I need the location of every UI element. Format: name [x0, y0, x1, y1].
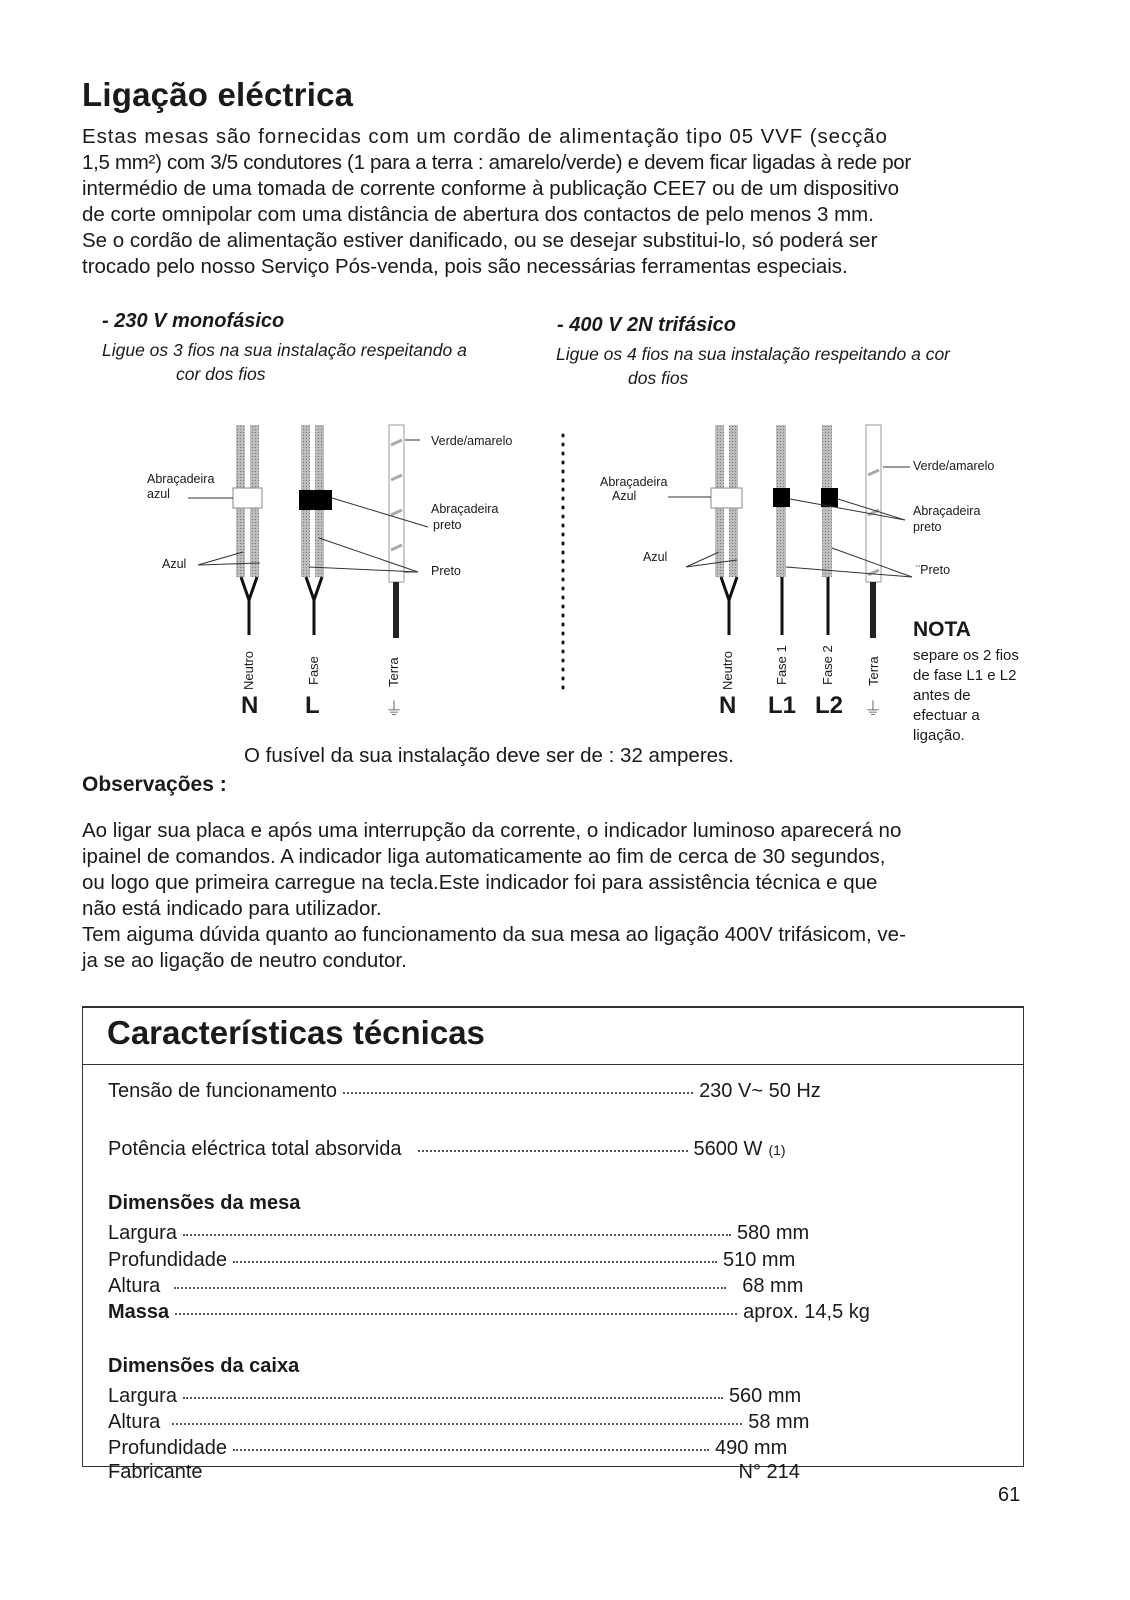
spec-row-potencia: [108, 1138, 786, 1161]
spec-label: Massa: [108, 1301, 170, 1323]
spec-row: [108, 1249, 795, 1272]
intro-line: Se o cordão de alimentação estiver danificado, ou se desejar substitui-lo, só poderá ser: [82, 229, 878, 252]
tri-earth-ground-icon: ⏚: [864, 699, 882, 719]
tri-label-azul: Azul: [643, 550, 668, 564]
specs-title: Características técnicas: [107, 1014, 485, 1051]
nota-line: efectuar a: [913, 707, 980, 724]
observacoes-heading: Observações :: [82, 773, 227, 796]
label-abracadeira-azul-2: azul: [147, 487, 170, 501]
dot-leader: [175, 1312, 737, 1315]
spec-value: 560 mm: [728, 1385, 802, 1407]
spec-label: Altura: [108, 1275, 161, 1297]
label-preto: Preto: [431, 564, 461, 578]
page-title: Ligação eléctrica: [82, 76, 354, 113]
earth-ground-icon: ⏚: [385, 699, 403, 719]
dot-leader: [418, 1149, 688, 1152]
intro-line: de corte omnipolar com uma distância de abertura dos contactos de pelo menos 3 mm.: [82, 203, 874, 226]
footnote-ref: (1): [768, 1142, 786, 1158]
tri-instruction: Ligue os 4 fios na sua instalação respeitando a cor: [556, 344, 951, 364]
spec-label: Largura: [108, 1385, 177, 1407]
nota-text: [913, 646, 1019, 746]
spec-value: 58 mm: [748, 1411, 810, 1433]
intro-line: intermédio de uma tomada de corrente conforme à publicação CEE7 ou de um dispositivo: [82, 177, 900, 200]
dot-leader: [174, 1286, 726, 1289]
nota-line: antes de: [913, 687, 971, 704]
spec-row: [108, 1411, 809, 1434]
tri-label-verde-amarelo: Verde/amarelo: [913, 459, 995, 473]
spec-value: 580 mm: [736, 1222, 810, 1244]
tri-label-abracadeira-preto-2: preto: [913, 520, 942, 534]
spec-value: aprox. 14,5 kg: [743, 1301, 870, 1323]
tri-terminal-neutro-label: Neutro: [720, 650, 735, 690]
label-verde-amarelo: Verde/amarelo: [431, 434, 513, 448]
tri-terminal-fase1-label: Fase 1: [774, 645, 789, 685]
tri-instruction-cont: dos fios: [628, 368, 689, 388]
spec-row: [108, 1301, 870, 1324]
dot-leader: [233, 1260, 717, 1263]
nota-line: ligação.: [913, 727, 965, 744]
mesa-heading: Dimensões da mesa: [108, 1192, 301, 1214]
dot-leader: [183, 1396, 723, 1399]
observacoes-line: ja se ao ligação de neutro condutor.: [82, 949, 407, 972]
spec-value: 510 mm: [722, 1249, 796, 1271]
label-abracadeira-preto: Abraçadeira: [431, 502, 499, 516]
tri-label-abracadeira-azul-2: Azul: [612, 489, 637, 503]
spec-value: 230 V~ 50 Hz: [699, 1080, 821, 1102]
nota-line: separe os 2 fios: [913, 647, 1019, 664]
tri-terminal-l1-symbol: L1: [768, 692, 797, 719]
terminal-neutro-label: Neutro: [241, 650, 256, 690]
terminal-l-symbol: L: [305, 692, 320, 719]
spec-label: Fabricante: [108, 1461, 203, 1483]
spec-label: Potência eléctrica total absorvida: [108, 1138, 402, 1160]
mono-instruction: Ligue os 3 fios na sua instalação respeitando a: [102, 340, 467, 360]
spec-value: 68 mm: [742, 1275, 804, 1297]
nota-heading: NOTA: [913, 618, 971, 641]
spec-value: 5600 W: [693, 1138, 763, 1160]
observacoes-line: ipainel de comandos. A indicador liga automaticamente ao fim de cerca de 30 segundos,: [82, 845, 886, 868]
spec-row: [108, 1275, 803, 1298]
label-abracadeira-azul: Abraçadeira: [147, 472, 215, 486]
spec-value: N° 214: [738, 1461, 800, 1483]
observacoes-line: não está indicado para utilizador.: [82, 897, 382, 920]
spec-row-tensao: [108, 1080, 821, 1103]
label-azul: Azul: [162, 557, 187, 571]
tri-terminal-fase2-label: Fase 2: [820, 645, 835, 685]
tri-label-preto: ¨Preto: [916, 563, 951, 577]
nota-line: de fase L1 e L2: [913, 667, 1017, 684]
tri-label-abracadeira-azul: Abraçadeira: [600, 475, 668, 489]
tri-heading: - 400 V 2N trifásico: [557, 314, 736, 336]
spec-value: 490 mm: [714, 1437, 788, 1459]
spec-row: [108, 1437, 787, 1460]
caixa-heading: Dimensões da caixa: [108, 1355, 300, 1377]
tri-terminal-l2-symbol: L2: [815, 692, 844, 719]
spec-row: [108, 1222, 809, 1245]
observacoes-line: Ao ligar sua placa e após uma interrupção da corrente, o indicador luminoso aparecerá no: [82, 819, 902, 842]
fuse-note: O fusível da sua instalação deve ser de : 32 amperes.: [244, 744, 734, 767]
intro-line: Estas mesas são fornecidas com um cordão de alimentação tipo 05 VVF (secção: [82, 125, 888, 148]
page-number: 61: [998, 1484, 1021, 1506]
dot-leader: [183, 1233, 731, 1236]
observacoes-line: ou logo que primeira carregue na tecla.Este indicador foi para assistência técnica e que: [82, 871, 878, 894]
mono-heading: - 230 V monofásico: [102, 310, 285, 332]
dot-leader: [343, 1091, 693, 1094]
terminal-terra-label: Terra: [386, 657, 401, 687]
spec-label: Profundidade: [108, 1249, 227, 1271]
spec-row: [108, 1385, 801, 1408]
spec-label: Altura: [108, 1411, 161, 1433]
observacoes-text: [82, 818, 1042, 974]
intro-line: trocado pelo nosso Serviço Pós-venda, pois são necessárias ferramentas especiais.: [82, 255, 848, 278]
spec-label: Largura: [108, 1222, 177, 1244]
observacoes-line: Tem aiguma dúvida quanto ao funcionamento da sua mesa ao ligação 400V trifásicom, ve-: [82, 923, 906, 946]
terminal-fase-label: Fase: [306, 656, 321, 685]
tri-terminal-n-symbol: N: [719, 692, 737, 719]
tri-terminal-terra-label: Terra: [866, 656, 881, 686]
spec-row: [108, 1461, 800, 1484]
spec-label: Profundidade: [108, 1437, 227, 1459]
tri-label-abracadeira-preto: Abraçadeira: [913, 504, 981, 518]
label-abracadeira-preto-2: preto: [433, 518, 462, 532]
spec-label: Tensão de funcionamento: [108, 1080, 338, 1102]
intro-line: 1,5 mm²) com 3/5 condutores (1 para a terra : amarelo/verde) e devem ficar ligadas à rede por: [82, 151, 911, 174]
dot-leader: [172, 1422, 742, 1425]
terminal-n-symbol: N: [241, 692, 259, 719]
mono-instruction-cont: cor dos fios: [176, 364, 266, 384]
dot-leader: [233, 1448, 709, 1451]
